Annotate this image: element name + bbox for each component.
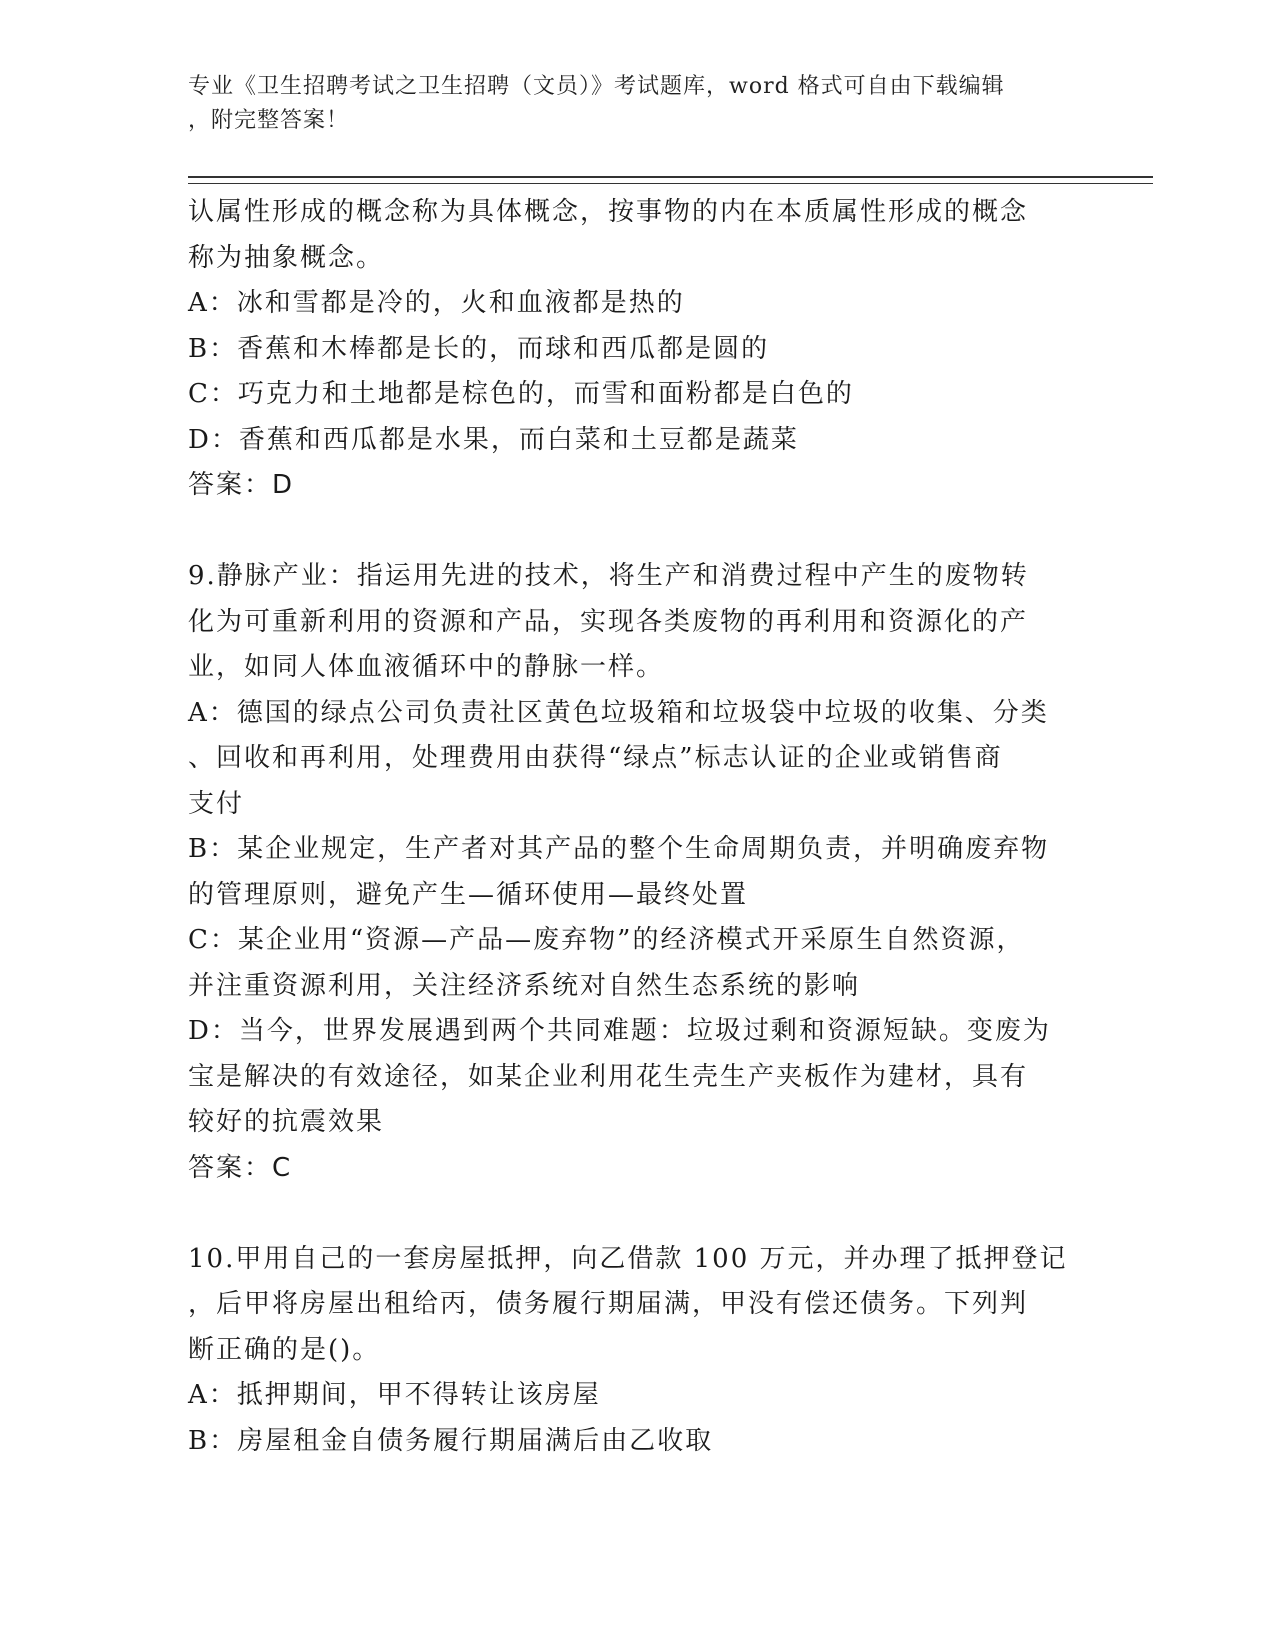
document-body (188, 190, 1068, 1464)
option-a: A：抵押期间，甲不得转让该房屋 (188, 1380, 601, 1410)
option-c-line: C：某企业用“资源—产品—废弃物”的经济模式开采原生自然资源， (188, 925, 1025, 955)
question-stem-line: 9.静脉产业：指运用先进的技术，将生产和消费过程中产生的废物转 (188, 561, 1029, 591)
header-divider (188, 176, 1153, 184)
option-d-line: 较好的抗震效果 (188, 1107, 385, 1137)
question-stem-line: 业，如同人体血液循环中的静脉一样。 (188, 652, 665, 682)
option-a-line: 、回收和再利用，处理费用由获得“绿点”标志认证的企业或销售商 (188, 743, 1003, 773)
question-stem-line: ，后甲将房屋出租给丙，债务履行期届满，甲没有偿还债务。下列判 (188, 1289, 1029, 1319)
question-stem-line: 断正确的是()。 (188, 1334, 381, 1365)
question-9 (188, 554, 1068, 1191)
question-spacer (188, 509, 1068, 555)
page-header (188, 70, 1068, 138)
question-stem-line: 10.甲用自己的一套房屋抵押，向乙借款 100 万元，并办理了抵押登记 (188, 1243, 1068, 1274)
header-line-1: 专业《卫生招聘考试之卫生招聘（文员）》考试题库，word 格式可自由下载编辑 (188, 74, 1005, 99)
answer-line: 答案：D (188, 470, 295, 500)
question-10 (188, 1237, 1068, 1465)
option-d-line: 宝是解决的有效途径，如某企业利用花生壳生产夹板作为建材，具有 (188, 1061, 1029, 1092)
option-a: A：冰和雪都是冷的，火和血液都是热的 (188, 288, 685, 318)
option-b-line: B：某企业规定，生产者对其产品的整个生命周期负责，并明确废弃物 (188, 834, 1050, 864)
option-b-line: 的管理原则，避免产生—循环使用—最终处置 (188, 879, 749, 910)
answer-line: 答案：C (188, 1152, 293, 1183)
option-a-line: 支付 (188, 788, 245, 819)
question-stem-line: 化为可重新利用的资源和产品，实现各类废物的再利用和资源化的产 (188, 606, 1029, 637)
option-b: B：香蕉和木棒都是长的，而球和西瓜都是圆的 (188, 333, 770, 364)
option-b: B：房屋租金自债务履行期届满后由乙收取 (188, 1425, 714, 1456)
question-stem-line: 认属性形成的概念称为具体概念，按事物的内在本质属性形成的概念 (188, 197, 1029, 227)
question-8 (188, 190, 1068, 509)
option-c-line: 并注重资源利用，关注经济系统对自然生态系统的影响 (188, 970, 861, 1001)
option-d-line: D：当今，世界发展遇到两个共同难题：垃圾过剩和资源短缺。变废为 (188, 1016, 1051, 1046)
question-spacer (188, 1191, 1068, 1237)
question-stem-line: 称为抽象概念。 (188, 242, 385, 273)
option-d: D：香蕉和西瓜都是水果，而白菜和土豆都是蔬菜 (188, 424, 799, 455)
option-a-line: A：德国的绿点公司负责社区黄色垃圾箱和垃圾袋中垃圾的收集、分类 (188, 697, 1049, 728)
header-line-2: ，附完整答案！ (188, 108, 350, 133)
option-c: C：巧克力和土地都是棕色的，而雪和面粉都是白色的 (188, 379, 854, 409)
